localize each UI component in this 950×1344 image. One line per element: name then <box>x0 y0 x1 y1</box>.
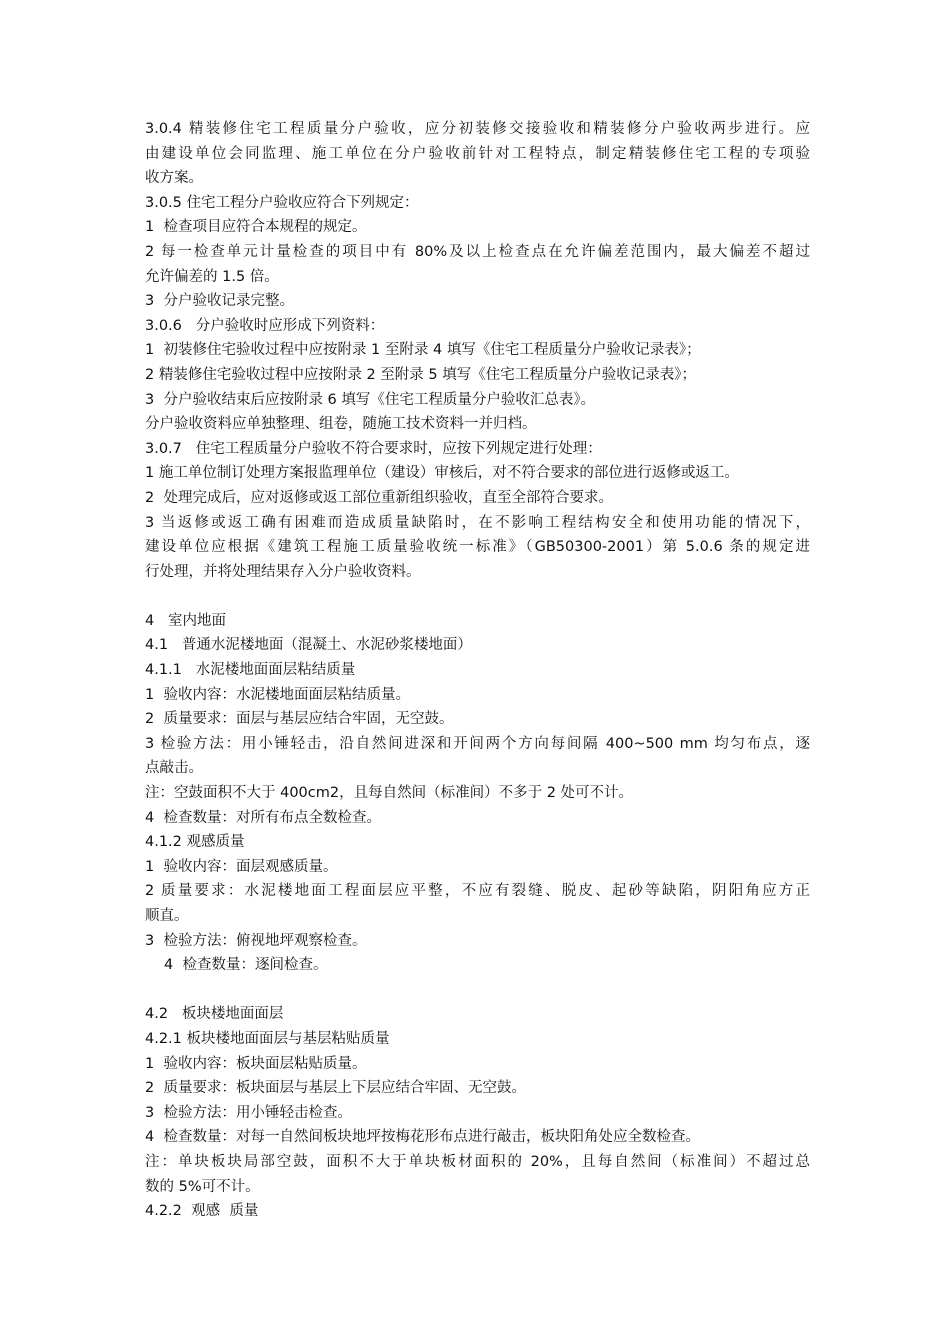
text-line: 2 每一检查单元计量检查的项目中有 80%及以上检查点在允许偏差范围内，最大偏差不超过 <box>145 243 810 260</box>
text-line: 由建设单位会同监理、施工单位在分户验收前针对工程特点，制定精装修住宅工程的专项验 <box>145 145 810 162</box>
text-line: 2 精装修住宅验收过程中应按附录 2 至附录 5 填写《住宅工程质量分户验收记录表》； <box>145 366 696 383</box>
text-line: 收方案。 <box>145 170 203 187</box>
text-line: 2 处理完成后，应对返修或返工部位重新组织验收，直至全部符合要求。 <box>145 489 613 506</box>
text-line: 4 检查数量：逐间检查。 <box>164 957 328 974</box>
text-line: 4 检查数量：对每一自然间板块地坪按梅花形布点进行敲击，板块阳角处应全数检查。 <box>145 1129 700 1146</box>
text-line: 4.1.1 水泥楼地面面层粘结质量 <box>145 662 356 679</box>
text-line: 1 初装修住宅验收过程中应按附录 1 至附录 4 填写《住宅工程质量分户验收记录表》； <box>145 342 701 359</box>
text-line: 3.0.7 住宅工程质量分户验收不符合要求时，应按下列规定进行处理： <box>145 440 602 457</box>
text-line: 4.2.1 板块楼地面面层与基层粘贴质量 <box>145 1030 390 1047</box>
text-line: 2 质量要求：面层与基层应结合牢固，无空鼓。 <box>145 711 454 728</box>
blank-line <box>145 584 810 609</box>
text-line: 2 质量要求：板块面层与基层上下层应结合牢固、无空鼓。 <box>145 1080 526 1097</box>
text-line: 注：单块板块局部空鼓，面积不大于单块板材面积的 20%，且每自然间（标准间）不超过总 <box>145 1153 810 1170</box>
text-line: 1 检查项目应符合本规程的规定。 <box>145 219 367 236</box>
blank-line <box>145 978 810 1003</box>
text-line: 1 验收内容：面层观感质量。 <box>145 858 338 875</box>
text-line: 3.0.5 住宅工程分户验收应符合下列规定： <box>145 194 419 211</box>
text-line: 3 当返修或返工确有困难而造成质量缺陷时，在不影响工程结构安全和使用功能的情况下， <box>145 514 810 531</box>
text-line: 注：空鼓面积不大于 400cm2，且每自然间（标准间）不多于 2 处可不计。 <box>145 785 634 802</box>
text-line: 2 质量要求：水泥楼地面工程面层应平整，不应有裂缝、脱皮、起砂等缺陷，阴阳角应方正 <box>145 883 810 900</box>
text-line: 4 检查数量：对所有布点全数检查。 <box>145 809 381 826</box>
text-line: 4.1.2 观感质量 <box>145 834 245 851</box>
text-line: 4.1 普通水泥楼地面（混凝土、水泥砂浆楼地面） <box>145 637 472 654</box>
text-line: 1 验收内容：板块面层粘贴质量。 <box>145 1055 367 1072</box>
text-line: 3 检验方法：俯视地坪观察检查。 <box>145 932 367 949</box>
text-line: 1 施工单位制订处理方案报监理单位（建设）审核后，对不符合要求的部位进行返修或返工。 <box>145 465 739 482</box>
text-line: 3.0.4 精装修住宅工程质量分户验收，应分初装修交接验收和精装修分户验收两步进行。应 <box>145 121 810 137</box>
text-line: 建设单位应根据《建筑工程施工质量验收统一标准》（GB50300-2001）第 5.0.6 条的规定进 <box>145 539 810 556</box>
text-line: 3.0.6 分户验收时应形成下列资料： <box>145 317 385 334</box>
text-line: 4 室内地面 <box>145 612 227 629</box>
text-line: 3 分户验收结束后应按附录 6 填写《住宅工程质量分户验收汇总表》。 <box>145 391 596 408</box>
text-line: 顺直。 <box>145 908 189 924</box>
text-line: 允许偏差的 1.5 倍。 <box>145 268 279 285</box>
document-body <box>145 117 810 1224</box>
text-line: 数的 5%可不计。 <box>145 1178 260 1195</box>
text-line: 3 检验方法：用小锤轻击，沿自然间进深和开间两个方向每间隔 400~500 mm 均匀布点，逐 <box>145 735 810 752</box>
text-line: 分户验收资料应单独整理、组卷，随施工技术资料一并归档。 <box>145 416 537 433</box>
text-line: 3 检验方法：用小锤轻击检查。 <box>145 1104 352 1121</box>
text-line: 行处理，并将处理结果存入分户验收资料。 <box>145 563 421 580</box>
text-line: 1 验收内容：水泥楼地面面层粘结质量。 <box>145 686 410 703</box>
text-line: 点敲击。 <box>145 760 203 777</box>
text-line: 4.2 板块楼地面面层 <box>145 1006 284 1023</box>
text-line: 3 分户验收记录完整。 <box>145 293 294 310</box>
text-line: 4.2.2 观感 质量 <box>145 1203 259 1220</box>
